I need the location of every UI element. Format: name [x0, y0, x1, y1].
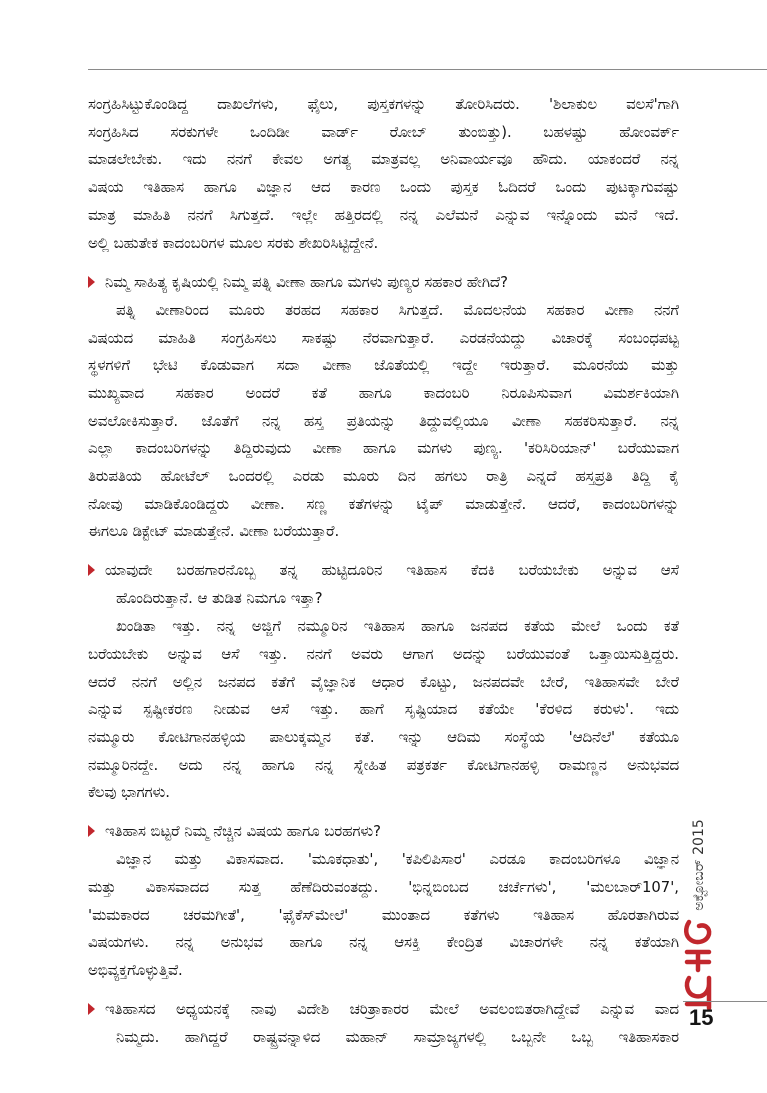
body-line: ಬರೆಯಬೇಕು ಅನ್ನುವ ಆಸೆ ಇತ್ತು. ನನಗೆ ಅವರು ಆಗಾಗ ಅದನ್ನು ಬರೆಯುವಂತೆ ಒತ್ತಾಯಿಸುತ್ತಿದ್ದರು. [88, 646, 679, 663]
footer-rule [683, 1001, 767, 1002]
body-line: ಮಾಡಲೇಬೇಕು. ಇದು ನನಗೆ ಕೇವಲ ಅಗತ್ಯ ಮಾತ್ರವಲ್ಲ ಅನಿವಾರ್ಯವೂ ಹೌದು. ಯಾಕಂದರೆ ನನ್ನ [88, 151, 679, 168]
body-line: ವಿಷಯಗಳು. ನನ್ನ ಅನುಭವ ಹಾಗೂ ನನ್ನ ಆಸಕ್ತಿ ಕೇಂದ್ರಿತ ವಿಚಾರಗಳೇ ನನ್ನ ಕತೆಯಾಗಿ [88, 934, 679, 951]
question-text: ಇತಿಹಾಸ ಬಿಟ್ಟರೆ ನಿಮ್ಮ ನೆಚ್ಚಿನ ವಿಷಯ ಹಾಗೂ ಬರಹಗಳು? [105, 823, 381, 840]
body-line: ನಮ್ಮೂರಿನದ್ದೇ. ಅದು ನನ್ನ ಹಾಗೂ ನನ್ನ ಸ್ನೇಹಿತ ಪತ್ರಕರ್ತ ಕೋಟಿಗಾನಹಳ್ಳಿ ರಾಮಣ್ಣನ ಅನುಭವದ [88, 757, 679, 774]
body-line: ಅಭಿವ್ಯಕ್ತಗೊಳ್ಳುತ್ತಿವೆ. [88, 962, 183, 979]
body-line: ವಿಷಯ ಇತಿಹಾಸ ಹಾಗೂ ವಿಜ್ಞಾನ ಆದ ಕಾರಣ ಒಂದು ಪುಸ್ತಕ ಓದಿದರೆ ಒಂದು ಪುಟಕ್ಕಾಗುವಷ್ಟು [88, 179, 679, 196]
question-line-continued: ಹೊಂದಿರುತ್ತಾನೆ. ಆ ತುಡಿತ ನಿಮಗೂ ಇತ್ತಾ? [116, 590, 323, 607]
body-line: ಮುಖ್ಯವಾದ ಸಹಕಾರ ಅಂದರೆ ಕತೆ ಹಾಗೂ ಕಾದಂಬರಿ ನಿರೂಪಿಸುವಾಗ ವಿಮರ್ಶಕಿಯಾಗಿ [88, 385, 679, 402]
body-line: ಮತ್ತು ವಿಕಾಸವಾದದ ಸುತ್ತ ಹೆಣೆದಿರುವಂತದ್ದು. 'ಭಿನ್ನಬಿಂಬದ ಚರ್ಚೆಗಳು', 'ಮಲಬಾರ್107', [88, 879, 679, 896]
question-line [88, 558, 679, 584]
issue-date-text: ಅಕ್ಟೋಬರ್ 2015 [691, 819, 707, 911]
red-triangle-bullet-icon [88, 1003, 95, 1015]
body-line: ವಿಷಯದ ಮಾಹಿತಿ ಸಂಗ್ರಹಿಸಲು ಸಾಕಷ್ಟು ನೆರವಾಗುತ್ತಾರೆ. ಎರಡನೆಯದ್ದು ವಿಚಾರಕ್ಕೆ ಸಂಬಂಧಪಟ್ಟ [88, 330, 679, 347]
body-line: ನೋವು ಮಾಡಿಕೊಂಡಿದ್ದರು ವೀಣಾ. ಸಣ್ಣ ಕತೆಗಳನ್ನು ಟೈಪ್ ಮಾಡುತ್ತೇನೆ. ಆದರೆ, ಕಾದಂಬರಿಗಳನ್ನು [88, 496, 679, 513]
body-line: ಕೆಲವು ಭಾಗಗಳು. [88, 784, 170, 801]
body-line: ಅಲ್ಲಿ ಬಹುತೇಕ ಕಾದಂಬರಿಗಳ ಮೂಲ ಸರಕು ಶೇಖರಿಸಿಟ್ಟಿದ್ದೇನೆ. [88, 235, 379, 252]
header-rule [88, 69, 767, 70]
question-text: ಯಾವುದೇ ಬರಹಗಾರನೊಬ್ಬ ತನ್ನ ಹುಟ್ಟಿದೂರಿನ ಇತಿಹಾಸ ಕೆದಕಿ ಬರೆಯಬೇಕು ಅನ್ನುವ ಆಸೆ [105, 562, 679, 579]
red-triangle-bullet-icon [88, 276, 95, 288]
body-line: 'ಮಮಕಾರದ ಚರಮಗೀತೆ', 'ಫೈಕೆಸ್‌ಮೇಲೆ' ಮುಂತಾದ ಕತೆಗಳು ಇತಿಹಾಸ ಹೊರತಾಗಿರುವ [88, 907, 679, 924]
body-line: ವಿಜ್ಞಾನ ಮತ್ತು ವಿಕಾಸವಾದ. 'ಮೂಕಧಾತು', 'ಕಪಿಲಿಪಿಸಾರ' ಎರಡೂ ಕಾದಂಬರಿಗಳೂ ವಿಜ್ಞಾನ [116, 851, 679, 868]
body-line: ಪತ್ನಿ ವೀಣಾರಿಂದ ಮೂರು ತರಹದ ಸಹಕಾರ ಸಿಗುತ್ತದೆ. ಮೊದಲನೆಯ ಸಹಕಾರ ವೀಣಾ ನನಗೆ [116, 302, 679, 319]
body-line: ಆದರೆ ನನಗೆ ಅಲ್ಲಿನ ಜನಪದ ಕತೆಗೆ ವೈಜ್ಞಾನಿಕ ಆಧಾರ ಕೊಟ್ಟು, ಜನಪದವೇ ಬೇರೆ, ಇತಿಹಾಸವೇ ಬೇರೆ [88, 674, 679, 691]
body-line: ಮಾತ್ರ ಮಾಹಿತಿ ನನಗೆ ಸಿಗುತ್ತದೆ. ಇಲ್ಲೇ ಹತ್ತಿರದಲ್ಲಿ ನನ್ನ ಎಲೆಮನೆ ಎನ್ನುವ ಇನ್ನೊಂದು ಮನೆ ಇದೆ. [88, 207, 679, 224]
body-line: ಈಗಲೂ ಡಿಕ್ಟೇಟ್ ಮಾಡುತ್ತೇನೆ. ವೀಣಾ ಬರೆಯುತ್ತಾರೆ. [88, 523, 340, 540]
question-line-continued: ನಿಮ್ಮದು. ಹಾಗಿದ್ದರೆ ರಾಷ್ಟ್ರವನ್ನಾಳಿದ ಮಹಾನ್ ಸಾಮ್ರಾಜ್ಯಗಳಲ್ಲಿ ಒಬ್ಬನೇ ಒಬ್ಬ ಇತಿಹಾಸಕಾರ [116, 1029, 679, 1046]
page-number: 15 [689, 1005, 714, 1030]
red-triangle-bullet-icon [88, 825, 95, 837]
question-line [88, 997, 679, 1023]
red-triangle-bullet-icon [88, 564, 95, 576]
body-line: ತಿರುಪತಿಯ ಹೋಟೆಲ್ ಒಂದರಲ್ಲಿ ಎರಡು ಮೂರು ದಿನ ಹಗಲು ರಾತ್ರಿ ಎನ್ನದೆ ಹಸ್ತಪ್ರತಿ ತಿದ್ದಿ ಕೈ [88, 468, 679, 485]
question-text: ನಿಮ್ಮ ಸಾಹಿತ್ಯ ಕೃಷಿಯಲ್ಲಿ ನಿಮ್ಮ ಪತ್ನಿ ವೀಣಾ ಹಾಗೂ ಮಗಳು ಪುಣ್ಯರ ಸಹಕಾರ ಹೇಗಿದೆ? [105, 274, 508, 291]
question-line [88, 819, 679, 845]
body-line: ಸಂಗ್ರಹಿಸಿದ ಸರಕುಗಳೇ ಒಂದಿಡೀ ವಾರ್ಡ್ ರೋಬ್ ತುಂಬಿತ್ತು). ಬಹಳಷ್ಟು ಹೋಂವರ್ಕ್ [88, 124, 679, 141]
body-line: ನಮ್ಮೂರು ಕೋಟಿಗಾನಹಳ್ಳಿಯ ಪಾಲುಕ್ಕಮ್ಮನ ಕತೆ. ಇನ್ನು ಆದಿಮ ಸಂಸ್ಥೆಯ 'ಆದಿನೆಲೆ' ಕತೆಯೂ [88, 729, 679, 746]
body-line: ಎನ್ನುವ ಸ್ಪಷ್ಟೀಕರಣ ನೀಡುವ ಆಸೆ ಇತ್ತು. ಹಾಗೆ ಸೃಷ್ಟಿಯಾದ ಕತೆಯೇ 'ಕೆರಳಿದ ಕರುಳು'. ಇದು [88, 701, 679, 718]
body-line: ಎಲ್ಲಾ ಕಾದಂಬರಿಗಳನ್ನು ತಿದ್ದಿರುವುದು ವೀಣಾ ಹಾಗೂ ಮಗಳು ಪುಣ್ಯ. 'ಕರಿಸಿರಿಯಾನ್' ಬರೆಯುವಾಗ [88, 440, 679, 457]
question-line [88, 270, 679, 296]
body-line: ಸಂಗ್ರಹಿಸಿಟ್ಟುಕೊಂಡಿದ್ದ ದಾಖಲೆಗಳು, ಫೈಲು, ಪುಸ್ತಕಗಳನ್ನು ತೋರಿಸಿದರು. 'ಶಿಲಾಕುಲ ವಲಸೆ'ಗಾಗಿ [88, 96, 679, 113]
body-line: ಸ್ಥಳಗಳಿಗೆ ಭೇಟಿ ಕೊಡುವಾಗ ಸದಾ ವೀಣಾ ಜೊತೆಯಲ್ಲಿ ಇದ್ದೇ ಇರುತ್ತಾರೆ. ಮೂರನೆಯ ಮತ್ತು [88, 357, 679, 374]
magazine-logo [683, 918, 713, 1014]
body-line: ಖಂಡಿತಾ ಇತ್ತು. ನನ್ನ ಅಜ್ಜಿಗೆ ನಮ್ಮೂರಿನ ಇತಿಹಾಸ ಹಾಗೂ ಜನಪದ ಕತೆಯ ಮೇಲೆ ಒಂದು ಕತೆ [116, 618, 679, 635]
question-text: ಇತಿಹಾಸದ ಅಧ್ಯಯನಕ್ಕೆ ನಾವು ವಿದೇಶಿ ಚರಿತ್ರಾಕಾರರ ಮೇಲೆ ಅವಲಂಬಿತರಾಗಿದ್ದೇವೆ ಎನ್ನುವ ವಾದ [105, 1001, 679, 1018]
body-line: ಅವಲೋಕಿಸುತ್ತಾರೆ. ಜೊತೆಗೆ ನನ್ನ ಹಸ್ತ ಪ್ರತಿಯನ್ನು ತಿದ್ದುವಲ್ಲಿಯೂ ವೀಣಾ ಸಹಕರಿಸುತ್ತಾರೆ. ನನ್ನ [88, 413, 679, 430]
